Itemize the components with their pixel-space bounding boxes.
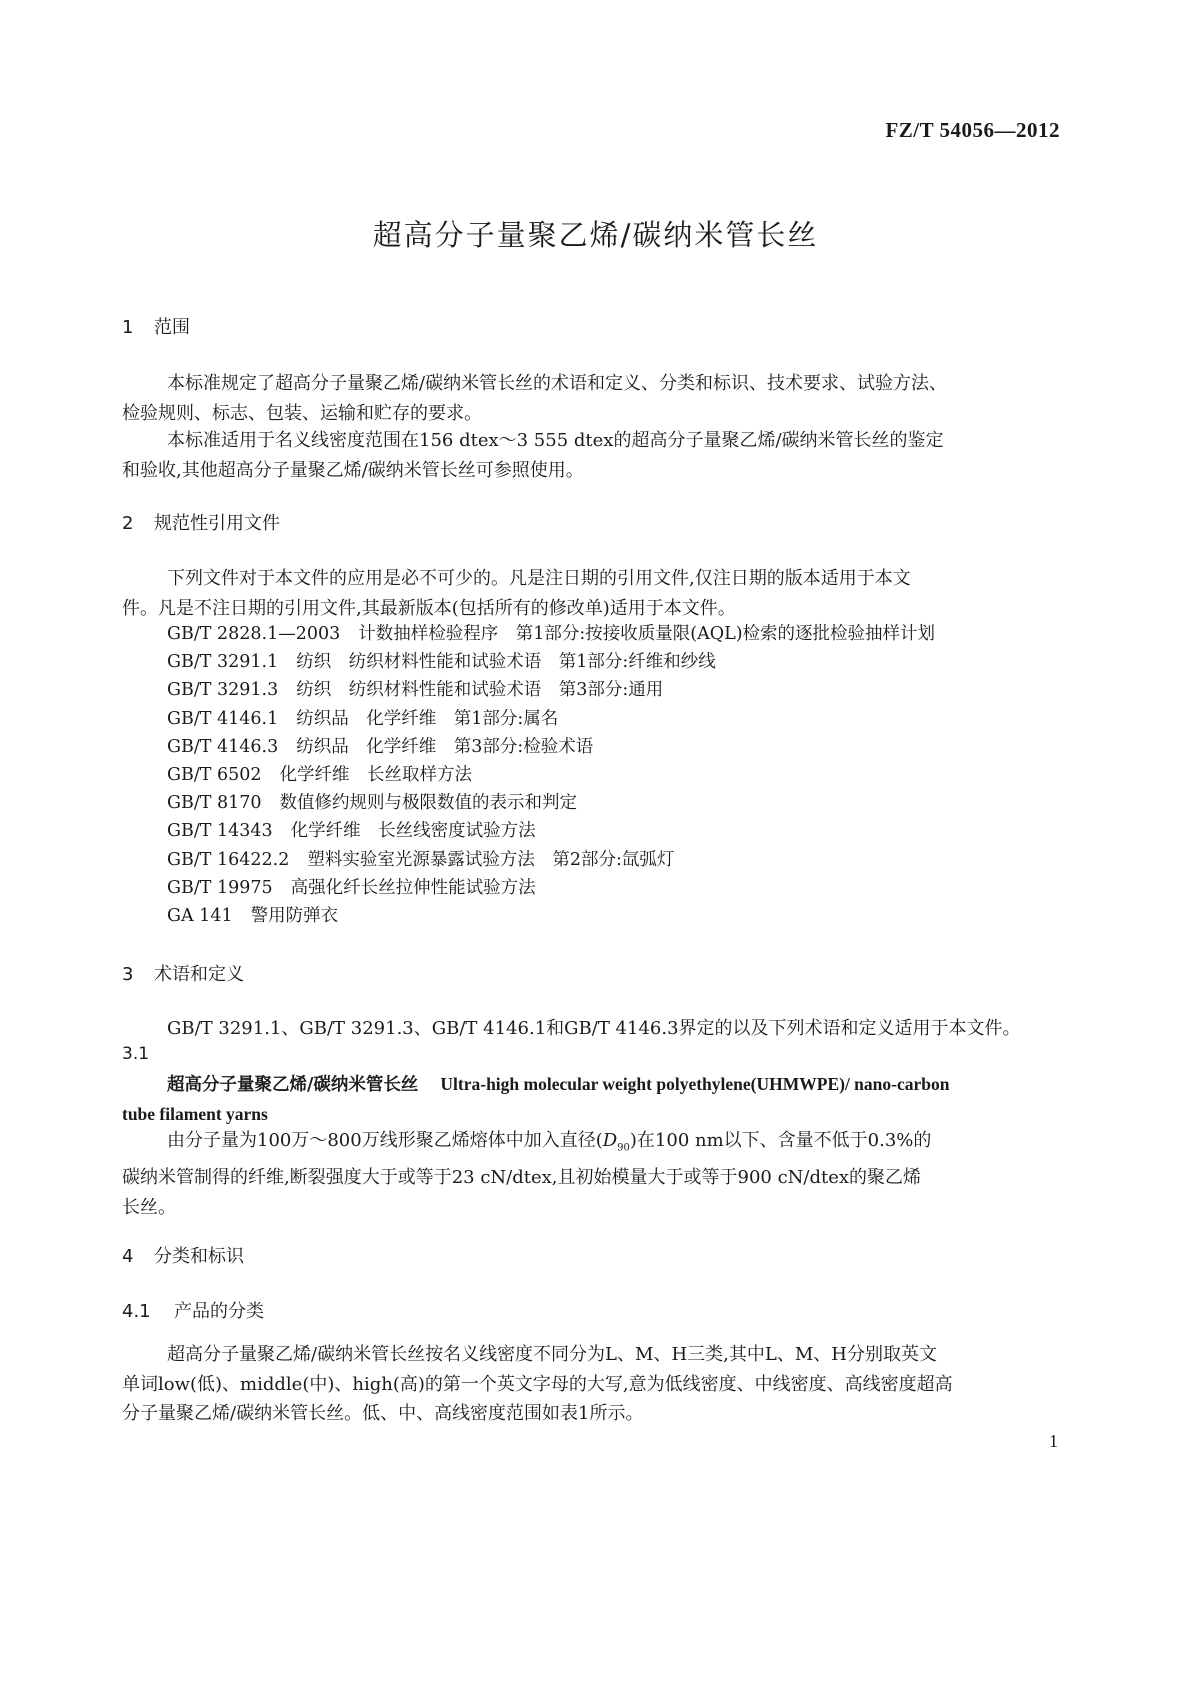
reference-code: GB/T 4146.1 — [167, 708, 279, 729]
reference-item — [167, 733, 935, 761]
text-line: 件。凡是不注日期的引用文件,其最新版本(包括所有的修改单)适用于本文件。 — [122, 597, 736, 619]
section-1-paragraph-2 — [122, 426, 1067, 485]
text-line — [122, 1126, 1067, 1163]
reference-code: GB/T 8170 — [167, 793, 262, 814]
reference-code: GB/T 16422.2 — [167, 849, 290, 870]
definition-text: 由分子量为100万～800万线形聚乙烯熔体中加入直径( — [167, 1130, 603, 1151]
section-title: 分类和标识 — [154, 1246, 244, 1267]
text-line: 分子量聚乙烯/碳纳米管长丝。低、中、高线密度范围如表1所示。 — [122, 1403, 644, 1424]
section-1-paragraph-1 — [122, 369, 1067, 428]
reference-title: 数值修约规则与极限数值的表示和判定 — [279, 793, 578, 814]
subsection-number: 4.1 — [122, 1301, 151, 1322]
subsection-title: 产品的分类 — [174, 1301, 264, 1322]
section-3-heading — [122, 960, 244, 986]
section-title: 术语和定义 — [154, 964, 244, 985]
reference-code: GB/T 6502 — [167, 764, 262, 785]
reference-item — [167, 676, 935, 704]
text-line: 本标准适用于名义线密度范围在156 dtex～3 555 dtex的超高分子量聚乙烯/碳纳米管长丝的鉴定 — [167, 430, 944, 451]
term-english-continued: tube filament yarns — [122, 1104, 268, 1124]
text-line: 下列文件对于本文件的应用是必不可少的。凡是注日期的引用文件,仅注日期的版本适用于本文 — [167, 568, 911, 589]
reference-title: 计数抽样检验程序 第1部分:按接收质量限(AQL)检索的逐批检验抽样计划 — [358, 624, 936, 644]
reference-code: GA 141 — [167, 905, 233, 926]
diameter-symbol: D — [602, 1130, 618, 1151]
reference-code: GB/T 4146.3 — [167, 736, 279, 757]
text-line: GB/T 3291.1、GB/T 3291.3、GB/T 4146.1和GB/T 4146.3界定的以及下列术语和定义适用于本文件。 — [167, 1018, 1021, 1039]
section-number: 3 — [122, 964, 134, 985]
reference-title: 纺织品 化学纤维 第3部分:检验术语 — [296, 736, 594, 757]
reference-code: GB/T 2828.1—2003 — [167, 624, 341, 644]
reference-title: 化学纤维 长丝取样方法 — [279, 764, 473, 785]
reference-title: 塑料实验室光源暴露试验方法 第2部分:氙弧灯 — [307, 849, 675, 870]
reference-title: 警用防弹衣 — [250, 905, 339, 926]
reference-title: 化学纤维 长丝线密度试验方法 — [290, 821, 536, 842]
text-line: 单词low(低)、middle(中)、high(高)的第一个英文字母的大写,意为低线密度、中线密度、高线密度超高 — [122, 1373, 953, 1395]
reference-code: GB/T 3291.1 — [167, 652, 279, 673]
text-line: 本标准规定了超高分子量聚乙烯/碳纳米管长丝的术语和定义、分类和标识、技术要求、试验方法、 — [167, 373, 948, 394]
reference-item — [167, 761, 935, 789]
section-number: 2 — [122, 513, 134, 534]
reference-item — [167, 789, 935, 817]
section-1-heading — [122, 313, 190, 339]
section-number: 1 — [122, 317, 134, 338]
reference-item — [167, 874, 935, 902]
section-title: 范围 — [154, 317, 190, 338]
reference-item — [167, 648, 935, 676]
term-english: Ultra-high molecular weight polyethylene(UHMWPE)/ nano-carbon — [440, 1074, 950, 1094]
definition-text: )在100 nm以下、含量不低于0.3%的 — [629, 1130, 932, 1151]
subsection-4-1-heading — [122, 1297, 264, 1323]
document-title: 超高分子量聚乙烯/碳纳米管长丝 — [372, 218, 819, 252]
section-number: 4 — [122, 1246, 134, 1267]
section-3-paragraph-1 — [122, 1014, 1067, 1044]
reference-code: GB/T 3291.3 — [167, 680, 279, 701]
standard-code: FZ/T 54056—2012 — [885, 118, 1060, 142]
clause-number: 3.1 — [122, 1044, 150, 1064]
section-4-heading — [122, 1242, 244, 1268]
reference-item — [167, 902, 935, 930]
reference-code: GB/T 19975 — [167, 877, 273, 898]
reference-title: 纺织 纺织材料性能和试验术语 第3部分:通用 — [296, 680, 664, 701]
reference-title: 纺织 纺织材料性能和试验术语 第1部分:纤维和纱线 — [296, 652, 716, 673]
text-line: 长丝。 — [122, 1196, 176, 1218]
reference-item — [167, 846, 935, 874]
text-line: 检验规则、标志、包装、运输和贮存的要求。 — [122, 402, 482, 424]
section-4-paragraph-1 — [122, 1340, 1067, 1429]
section-2-paragraph-1 — [122, 564, 1067, 623]
term-definition — [122, 1126, 1067, 1222]
text-line: 碳纳米管制得的纤维,断裂强度大于或等于23 cN/dtex,且初始模量大于或等于900 cN/dtex的聚乙烯 — [122, 1167, 922, 1189]
diameter-subscript: 90 — [617, 1142, 630, 1154]
reference-item — [167, 620, 935, 648]
text-line: 和验收,其他超高分子量聚乙烯/碳纳米管长丝可参照使用。 — [122, 459, 584, 481]
term-chinese: 超高分子量聚乙烯/碳纳米管长丝 — [167, 1075, 419, 1095]
section-2-heading — [122, 509, 280, 535]
section-title: 规范性引用文件 — [154, 513, 280, 534]
reference-code: GB/T 14343 — [167, 821, 273, 842]
reference-item — [167, 705, 935, 733]
reference-title: 纺织品 化学纤维 第1部分:属名 — [296, 708, 559, 729]
term-entry — [122, 1070, 1067, 1129]
page-number: 1 — [1049, 1431, 1058, 1451]
normative-reference-list — [167, 620, 935, 930]
reference-title: 高强化纤长丝拉伸性能试验方法 — [290, 877, 536, 898]
reference-item — [167, 817, 935, 845]
text-line: 超高分子量聚乙烯/碳纳米管长丝按名义线密度不同分为L、M、H三类,其中L、M、H分别取英文 — [167, 1344, 937, 1365]
